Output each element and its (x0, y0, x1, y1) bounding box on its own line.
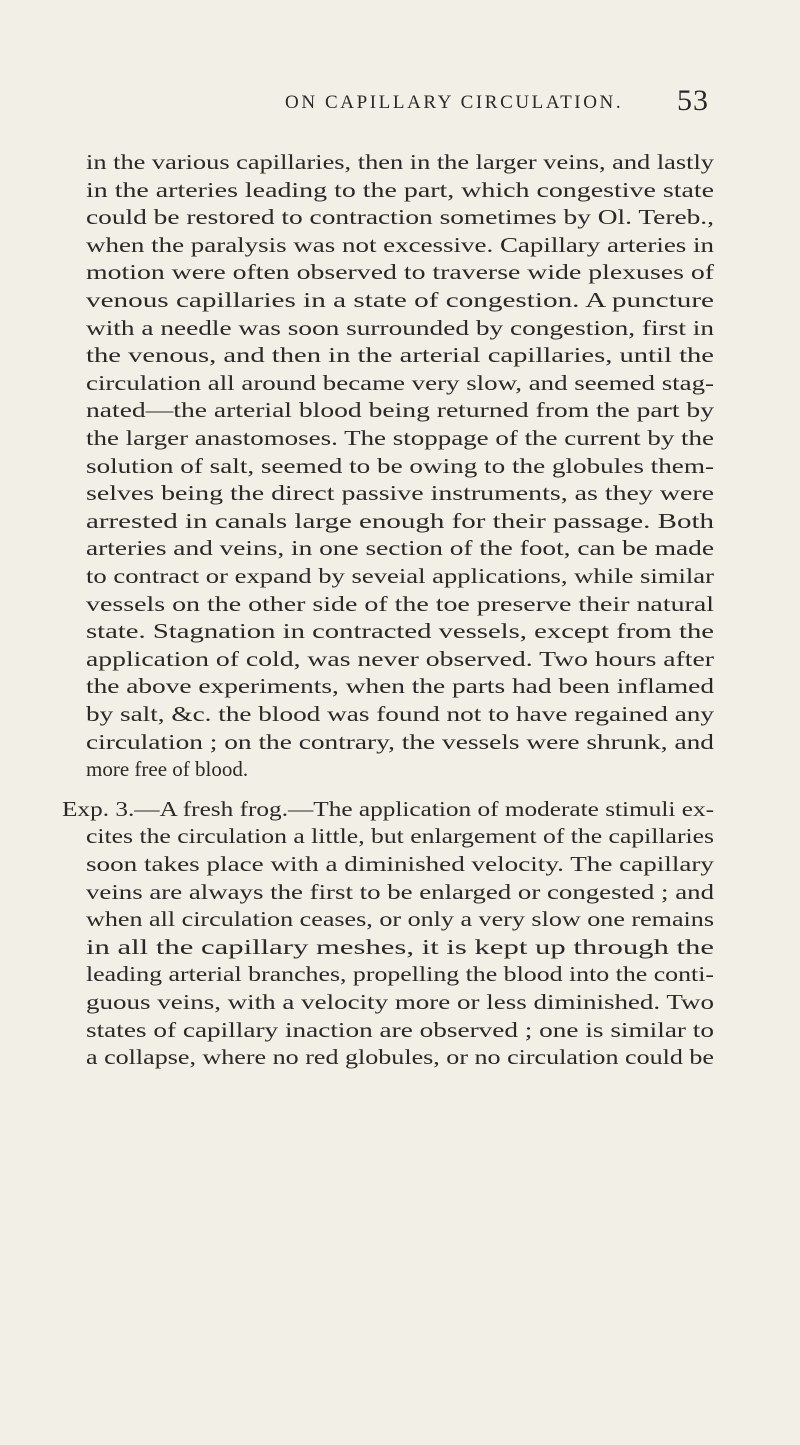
text-line: a collapse, where no red globules, or no circulation could be (86, 1045, 714, 1070)
text-line: with a needle was soon surrounded by congestion, first in (86, 315, 714, 340)
text-line: could be restored to contraction sometimes by Ol. Tereb., (86, 205, 714, 230)
text-line: nated—the arterial blood being returned from the part by (86, 398, 714, 423)
text-line: guous veins, with a velocity more or less diminished. Two (86, 990, 714, 1014)
paragraph-start-line: Exp. 3.—A fresh frog.—The application of moderate stimuli ex- (62, 796, 714, 821)
text-line: in the various capillaries, then in the larger veins, and lastly (86, 150, 714, 174)
text-line: states of capillary inaction are observed ; one is similar to (86, 1017, 714, 1042)
text-line: circulation ; on the contrary, the vessels were shrunk, and (86, 729, 714, 754)
page-number: 53 (677, 84, 709, 117)
text-line: more free of blood. (86, 757, 249, 782)
text-line: circulation all around became very slow, and seemed stag- (86, 370, 714, 395)
text-line: when all circulation ceases, or only a very slow one remains (86, 907, 714, 932)
text-line: application of cold, was never observed. Two hours after (86, 646, 714, 671)
running-header (0, 84, 800, 124)
text-line: to contract or expand by seveial applications, while similar (86, 564, 714, 588)
text-line: arteries and veins, in one section of the foot, can be made (86, 536, 714, 561)
text-line: veins are always the first to be enlarged or congested ; and (86, 879, 714, 904)
running-title: ON CAPILLARY CIRCULATION. (285, 92, 624, 113)
text-line: vessels on the other side of the toe preserve their natural (86, 591, 714, 616)
text-line: in all the capillary meshes, it is kept up through the (86, 934, 714, 959)
text-line: by salt, &c. the blood was found not to have regained any (86, 702, 714, 726)
text-line: leading arterial branches, propelling the blood into the conti- (86, 962, 714, 987)
text-line: the venous, and then in the arterial capillaries, until the (86, 343, 714, 368)
text-line: state. Stagnation in contracted vessels, except from the (86, 619, 714, 644)
text-line: when the paralysis was not excessive. Capillary arteries in (86, 232, 714, 257)
text-line: cites the circulation a little, but enlargement of the capillaries (86, 824, 714, 849)
text-line: venous capillaries in a state of congestion. A puncture (86, 288, 714, 312)
text-line: solution of salt, seemed to be owing to the globules them- (86, 453, 714, 478)
text-line: in the arteries leading to the part, which congestive state (86, 177, 714, 202)
text-line: motion were often observed to traverse wide plexuses of (86, 260, 714, 285)
text-line: selves being the direct passive instruments, as they were (86, 481, 714, 506)
text-line: arrested in canals large enough for their passage. Both (86, 508, 714, 533)
text-line: soon takes place with a diminished velocity. The capillary (86, 852, 714, 876)
text-line: the above experiments, when the parts had been inflamed (86, 674, 714, 699)
text-line: the larger anastomoses. The stoppage of the current by the (86, 426, 714, 450)
